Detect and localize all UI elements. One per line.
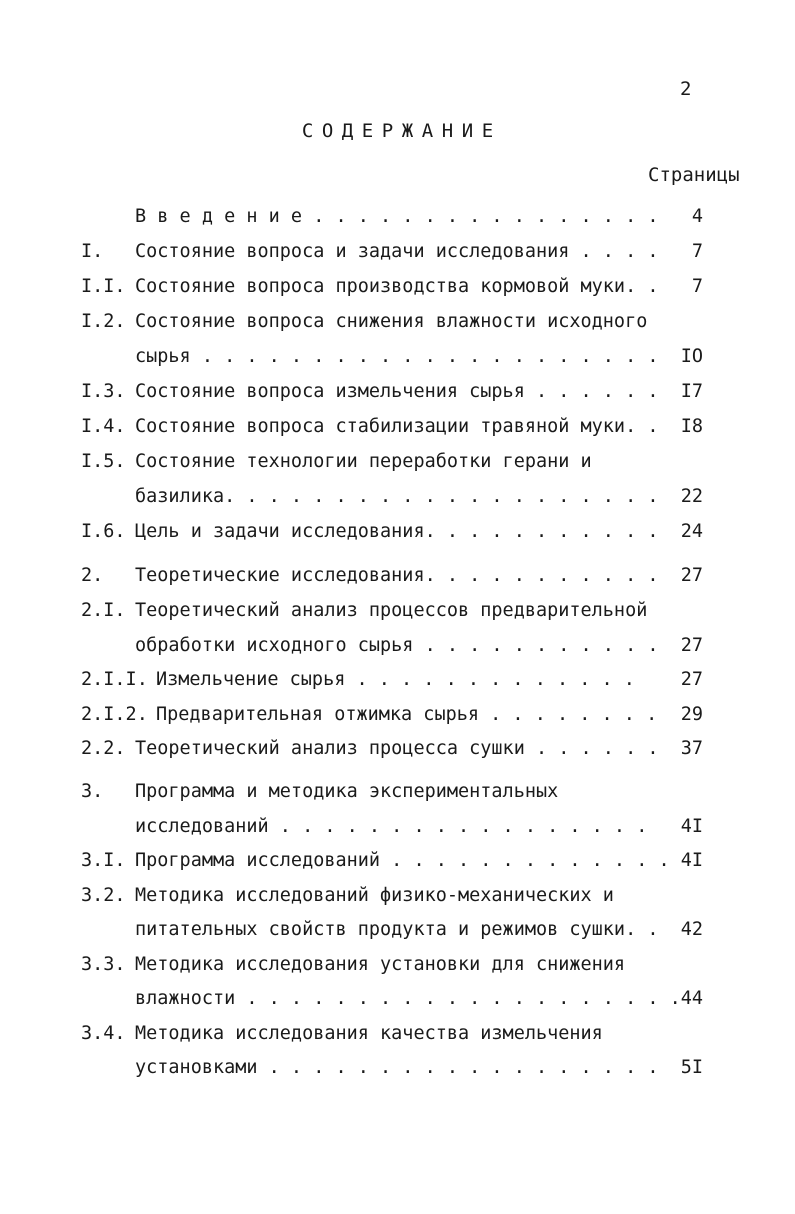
toc-entry-number: 2.2.: [81, 738, 126, 759]
toc-entry-page: 4I: [680, 850, 703, 871]
toc-entry-continuation[interactable]: [0, 984, 795, 1014]
toc-entry-continuation[interactable]: [0, 342, 795, 372]
page-number: 2: [680, 78, 692, 100]
toc-entry-page: 42: [680, 919, 703, 940]
toc-entry-title: Цель и задачи исследования. . . . . . . . . . .: [135, 521, 659, 542]
toc-entry-page: 44: [680, 988, 703, 1009]
toc-entry-page: IO: [680, 346, 703, 367]
toc-entry-page: 7: [691, 241, 703, 262]
toc-entry[interactable]: [0, 1019, 795, 1049]
toc-entry-continuation[interactable]: [0, 631, 795, 661]
toc-entry-number: 3.4.: [81, 1023, 126, 1044]
toc-entry-title: Состояние вопроса снижения влажности исходного: [135, 311, 648, 332]
toc-entry-title: исследований . . . . . . . . . . . . . . . . .: [135, 816, 648, 837]
toc-entry-title: питательных свойств продукта и режимов сушки. .: [135, 919, 659, 940]
toc-entry-title: Методика исследования установки для снижения: [135, 954, 626, 975]
toc-entry-title: Программа и методика экспериментальных: [135, 781, 559, 802]
toc-entry[interactable]: [0, 700, 795, 730]
toc-entry-number: 2.I.: [81, 600, 126, 621]
toc-entry-page: 5I: [680, 1057, 703, 1078]
toc-entry-continuation[interactable]: [0, 915, 795, 945]
toc-entry-title: Состояние вопроса производства кормовой муки. .: [135, 276, 659, 297]
toc-entry-number: I.4.: [81, 416, 126, 437]
toc-entry-title: обработки исходного сырья . . . . . . . . . . .: [135, 635, 659, 656]
toc-entry[interactable]: [0, 307, 795, 337]
toc-entry-title: установками . . . . . . . . . . . . . . . . . .: [135, 1057, 659, 1078]
toc-entry[interactable]: [0, 596, 795, 626]
toc-entry-title: Состояние вопроса стабилизации травяной муки. .: [135, 416, 659, 437]
toc-entry-page: 29: [680, 704, 703, 725]
toc-entry-title: сырья . . . . . . . . . . . . . . . . . . . . .: [135, 346, 659, 367]
toc-entry-page: I8: [680, 416, 703, 437]
toc-entry-page: 4I: [680, 816, 703, 837]
toc-entry-title: Программа исследований . . . . . . . . . . . . .: [135, 850, 670, 871]
toc-entry[interactable]: [0, 561, 795, 591]
toc-entry[interactable]: [0, 665, 795, 695]
toc-entry[interactable]: [0, 237, 795, 267]
toc-entry-page: I7: [680, 381, 703, 402]
toc-entry-number: 3.I.: [81, 850, 126, 871]
toc-entry[interactable]: [0, 846, 795, 876]
toc-entry[interactable]: [0, 777, 795, 807]
pages-column-header: Страницы: [648, 164, 740, 186]
toc-entry[interactable]: [0, 517, 795, 547]
toc-entry[interactable]: [0, 950, 795, 980]
toc-entry[interactable]: [0, 734, 795, 764]
toc-entry-introduction[interactable]: [0, 202, 795, 232]
toc-entry-title: Методика исследования качества измельчения: [135, 1023, 603, 1044]
toc-entry-number: I.I.: [81, 276, 126, 297]
toc-entry[interactable]: [0, 412, 795, 442]
toc-entry-title: Теоретические исследования. . . . . . . . . . .: [135, 565, 659, 586]
toc-entry[interactable]: [0, 272, 795, 302]
toc-entry-page: 27: [680, 565, 703, 586]
toc-entry-title: Предварительная отжимка сырья . . . . . . . .: [156, 704, 658, 725]
toc-entry-number: I.6.: [81, 521, 126, 542]
toc-entry-page: 27: [680, 669, 703, 690]
toc-entry-title: влажности . . . . . . . . . . . . . . . . . . . .: [135, 988, 681, 1009]
toc-entry-number: I.3.: [81, 381, 126, 402]
toc-entry-page: 27: [680, 635, 703, 656]
toc-entry-title: Теоретический анализ процессов предварительной: [135, 600, 648, 621]
toc-entry-number: 3.: [81, 781, 104, 802]
toc-entry-page: 24: [680, 521, 703, 542]
toc-entry-number: I.5.: [81, 451, 126, 472]
toc-entry-page: 22: [680, 486, 703, 507]
toc-entry-page: 4: [691, 206, 703, 227]
toc-entry-title: Методика исследований физико-механических и: [135, 885, 614, 906]
toc-entry-title: Теоретический анализ процесса сушки . . . . . .: [135, 738, 659, 759]
toc-entry-page: 7: [691, 276, 703, 297]
toc-entry[interactable]: [0, 881, 795, 911]
toc-entry-number: I.2.: [81, 311, 126, 332]
toc-entry-number: I.: [81, 241, 104, 262]
toc-entry-continuation[interactable]: [0, 482, 795, 512]
toc-entry-title: В в е д е н и е . . . . . . . . . . . . . . . .: [135, 206, 659, 227]
toc-entry-title: Состояние технологии переработки герани и: [135, 451, 592, 472]
toc-entry-number: 2.I.I.: [81, 669, 148, 690]
toc-entry-number: 3.2.: [81, 885, 126, 906]
toc-entry-page: 37: [680, 738, 703, 759]
toc-entry-title: Измельчение сырья . . . . . . . . . . . . .: [156, 669, 635, 690]
page-title: СОДЕРЖАНИЕ: [301, 120, 502, 142]
toc-entry[interactable]: [0, 447, 795, 477]
toc-entry-continuation[interactable]: [0, 812, 795, 842]
toc-entry-number: 3.3.: [81, 954, 126, 975]
toc-entry-number: 2.: [81, 565, 104, 586]
toc-entry-continuation[interactable]: [0, 1053, 795, 1083]
toc-entry-title: Состояние вопроса и задачи исследования . . . .: [135, 241, 659, 262]
toc-entry[interactable]: [0, 377, 795, 407]
toc-entry-title: Состояние вопроса измельчения сырья . . . . . .: [135, 381, 659, 402]
toc-entry-number: 2.I.2.: [81, 704, 148, 725]
toc-entry-title: базилика. . . . . . . . . . . . . . . . . . . .: [135, 486, 659, 507]
